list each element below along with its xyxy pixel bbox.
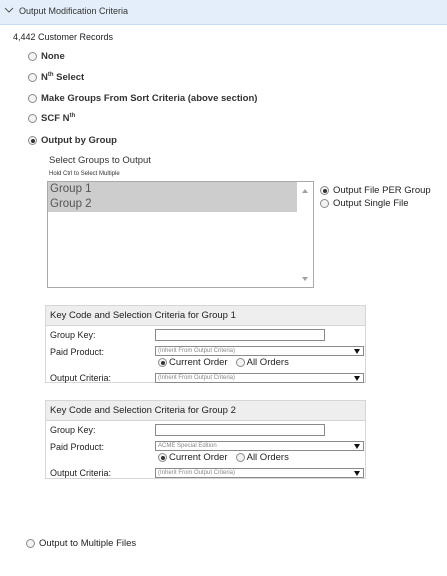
- group-1-key-label: Group Key:: [50, 330, 96, 340]
- list-item-group-2[interactable]: Group 2: [48, 197, 297, 212]
- group-1-paid-product-value: (Inherit From Output Criteria): [158, 348, 236, 354]
- radio-make-groups[interactable]: [28, 94, 37, 103]
- groups-listbox[interactable]: [47, 181, 314, 288]
- option-nth-select[interactable]: [28, 72, 84, 83]
- group-2-current-order-label: Current Order: [169, 452, 228, 463]
- select-groups-hint: Hold Ctrl to Select Multiple: [49, 171, 120, 177]
- group-2-output-criteria-select[interactable]: [155, 468, 364, 478]
- radio-none[interactable]: [28, 52, 37, 61]
- radio-scf-nth[interactable]: [28, 114, 37, 123]
- option-nth-select-label: $N^{th}$ Select: [41, 71, 85, 83]
- group-2-paid-product-value: ACME Special Edition: [158, 443, 217, 449]
- option-output-by-group-label: Output by Group: [41, 135, 117, 146]
- list-item-group-1[interactable]: Group 1: [48, 182, 297, 197]
- group-2-radio-current-order[interactable]: [158, 453, 167, 462]
- group-1-output-criteria-value: (Inherit From Output Criteria): [158, 375, 236, 381]
- option-file-per-group-label: Output File PER Group: [333, 185, 431, 196]
- group-2-radio-all-orders[interactable]: [236, 453, 245, 462]
- group-1-key-input[interactable]: [155, 329, 325, 341]
- select-groups-label: Select Groups to Output: [49, 155, 151, 166]
- option-output-by-group[interactable]: [28, 135, 117, 146]
- caret-down-icon: [354, 471, 360, 476]
- option-scf-nth-label: SCF $N^{th}$: [41, 112, 76, 124]
- section-header[interactable]: [0, 0, 447, 25]
- radio-multiple-files[interactable]: [26, 539, 35, 548]
- group-1-all-orders-label: All Orders: [246, 357, 289, 368]
- group-1-radio-all-orders[interactable]: [236, 358, 245, 367]
- option-multiple-files-label: Output to Multiple Files: [39, 538, 137, 549]
- option-single-file-label: Output Single File: [333, 198, 409, 209]
- option-make-groups-label: Make Groups From Sort Criteria (above section): [41, 93, 258, 104]
- group-1-output-criteria-select[interactable]: [155, 373, 364, 383]
- group-1-order-options: [158, 357, 289, 368]
- option-multiple-files[interactable]: [26, 538, 136, 549]
- group-2-output-criteria-value: (Inherit From Output Criteria): [158, 470, 236, 476]
- group-2-order-options: [158, 452, 289, 463]
- group-1-current-order-label: Current Order: [169, 357, 228, 368]
- group-1-panel: [45, 305, 366, 383]
- option-none[interactable]: [28, 51, 65, 62]
- chevron-down-icon[interactable]: [3, 4, 15, 16]
- group-1-panel-title: Key Code and Selection Criteria for Group 1: [46, 306, 365, 326]
- radio-single-file[interactable]: [320, 199, 329, 208]
- option-scf-nth[interactable]: [28, 113, 75, 124]
- option-file-per-group[interactable]: [320, 185, 431, 196]
- option-single-file[interactable]: [320, 198, 409, 209]
- radio-output-by-group[interactable]: [28, 136, 37, 145]
- group-1-paid-product-label: Paid Product:: [50, 347, 105, 357]
- record-count: 4,442 Customer Records: [13, 32, 114, 42]
- scroll-up-icon[interactable]: [302, 189, 308, 193]
- group-2-key-label: Group Key:: [50, 425, 96, 435]
- group-2-paid-product-select[interactable]: [155, 441, 364, 451]
- option-make-groups[interactable]: [28, 93, 257, 104]
- group-2-panel-title: Key Code and Selection Criteria for Group 2: [46, 401, 365, 421]
- radio-file-per-group[interactable]: [320, 186, 329, 195]
- scroll-down-icon[interactable]: [302, 277, 308, 281]
- section-title: Output Modification Criteria: [19, 6, 129, 16]
- caret-down-icon: [354, 444, 360, 449]
- group-1-output-criteria-label: Output Criteria:: [50, 373, 112, 383]
- listbox-scrollbar[interactable]: [297, 182, 313, 287]
- option-none-label: None: [41, 51, 65, 62]
- group-2-key-input[interactable]: [155, 424, 325, 436]
- group-1-paid-product-select[interactable]: [155, 346, 364, 356]
- radio-nth-select[interactable]: [28, 73, 37, 82]
- caret-down-icon: [354, 349, 360, 354]
- group-1-radio-current-order[interactable]: [158, 358, 167, 367]
- group-2-paid-product-label: Paid Product:: [50, 442, 105, 452]
- group-2-all-orders-label: All Orders: [246, 452, 289, 463]
- group-2-panel: [45, 400, 366, 479]
- group-2-output-criteria-label: Output Criteria:: [50, 468, 112, 478]
- caret-down-icon: [354, 376, 360, 381]
